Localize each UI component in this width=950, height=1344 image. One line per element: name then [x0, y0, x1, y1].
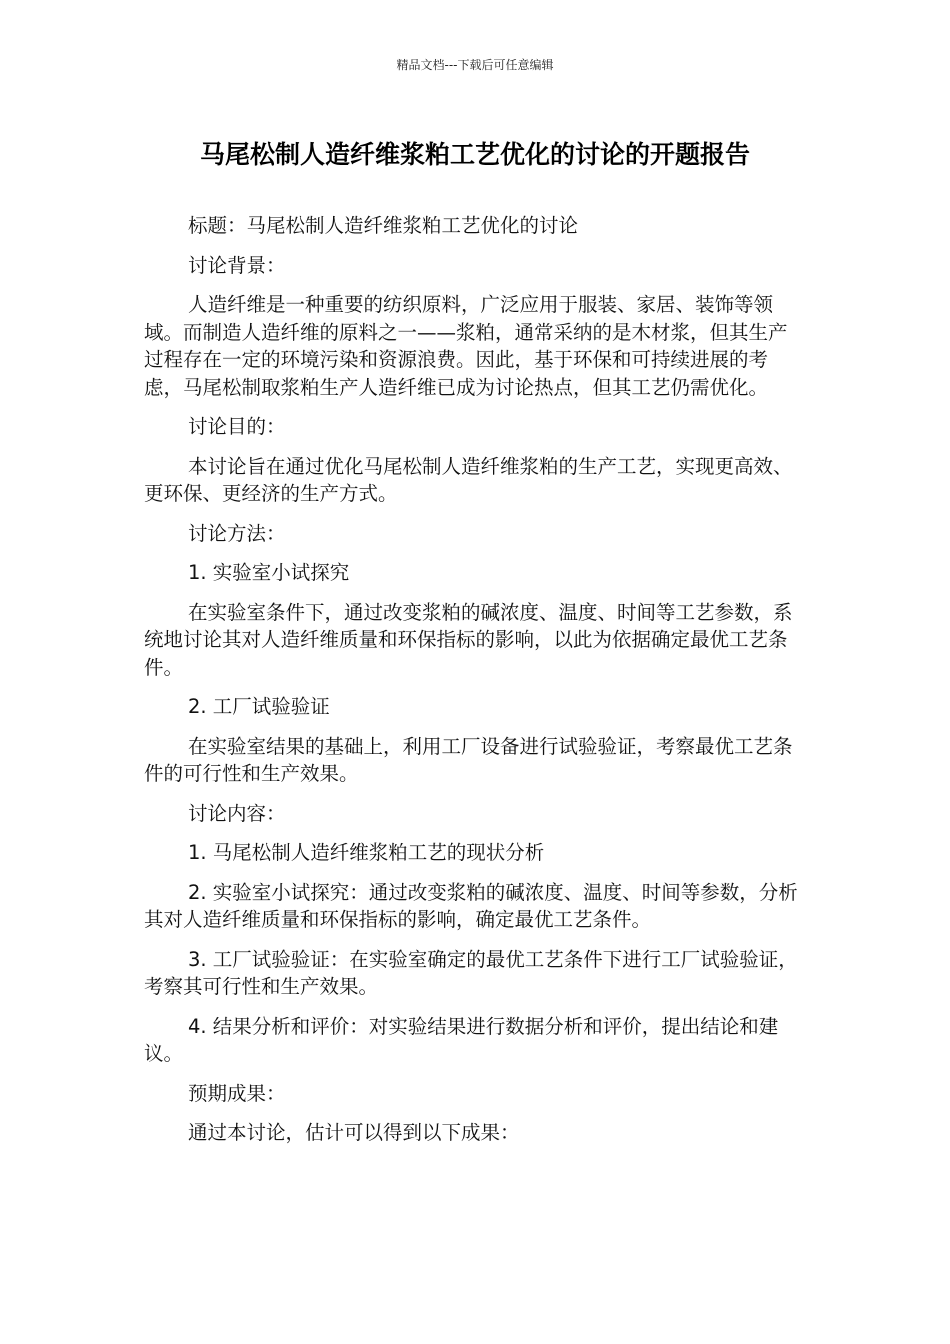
paragraph-title-line: 标题：马尾松制人造纤维浆粕工艺优化的讨论 — [188, 214, 579, 237]
paragraph-purpose-heading: 讨论目的： — [188, 415, 286, 438]
document-body — [144, 212, 804, 1159]
paragraph-content-item-3: 3. 工厂试验验证：在实验室确定的最优工艺条件下进行工厂试验验证，考察其可行性和生产效果。 — [144, 947, 798, 998]
page-header-note: 精品文档---下载后可任意编辑 — [396, 58, 554, 72]
paragraph-method-heading: 讨论方法： — [188, 521, 286, 545]
paragraph-method-item-2: 2. 工厂试验验证 — [188, 695, 330, 718]
paragraph-outcome-heading: 预期成果： — [188, 1081, 286, 1105]
paragraph-content-item-4: 4. 结果分析和评价：对实验结果进行数据分析和评价，提出结论和建议。 — [144, 1014, 779, 1065]
document-title: 马尾松制人造纤维浆粕工艺优化的讨论的开题报告 — [199, 140, 750, 169]
paragraph-content-heading: 讨论内容： — [188, 801, 286, 825]
paragraph-outcome-text: 通过本讨论，估计可以得到以下成果： — [188, 1121, 520, 1144]
paragraph-method-item-2-text: 在实验室结果的基础上，利用工厂设备进行试验验证，考察最优工艺条件的可行性和生产效果。 — [144, 734, 793, 785]
paragraph-content-item-1: 1. 马尾松制人造纤维浆粕工艺的现状分析 — [188, 841, 545, 864]
paragraph-method-item-1: 1. 实验室小试探究 — [188, 561, 350, 584]
paragraph-content-item-2: 2. 实验室小试探究：通过改变浆粕的碱浓度、温度、时间等参数，分析其对人造纤维质量和环保指标的影响，确定最优工艺条件。 — [144, 880, 798, 931]
paragraph-background-heading: 讨论背景： — [188, 253, 286, 277]
paragraph-background-text: 人造纤维是一种重要的纺织原料，广泛应用于服装、家居、装饰等领域。而制造人造纤维的原料之一——浆粕，通常采纳的是木材浆，但其生产过程存在一定的环境污染和资源浪费。因此，基于环保和可持续进展的考虑，马尾松制取浆粕生产人造纤维已成为讨论热点，但其工艺仍需优化。 — [144, 293, 788, 399]
paragraph-purpose-text: 本讨论旨在通过优化马尾松制人造纤维浆粕的生产工艺，实现更高效、更环保、更经济的生产方式。 — [144, 454, 793, 505]
paragraph-method-item-1-text: 在实验室条件下，通过改变浆粕的碱浓度、温度、时间等工艺参数，系统地讨论其对人造纤维质量和环保指标的影响，以此为依据确定最优工艺条件。 — [144, 600, 793, 679]
